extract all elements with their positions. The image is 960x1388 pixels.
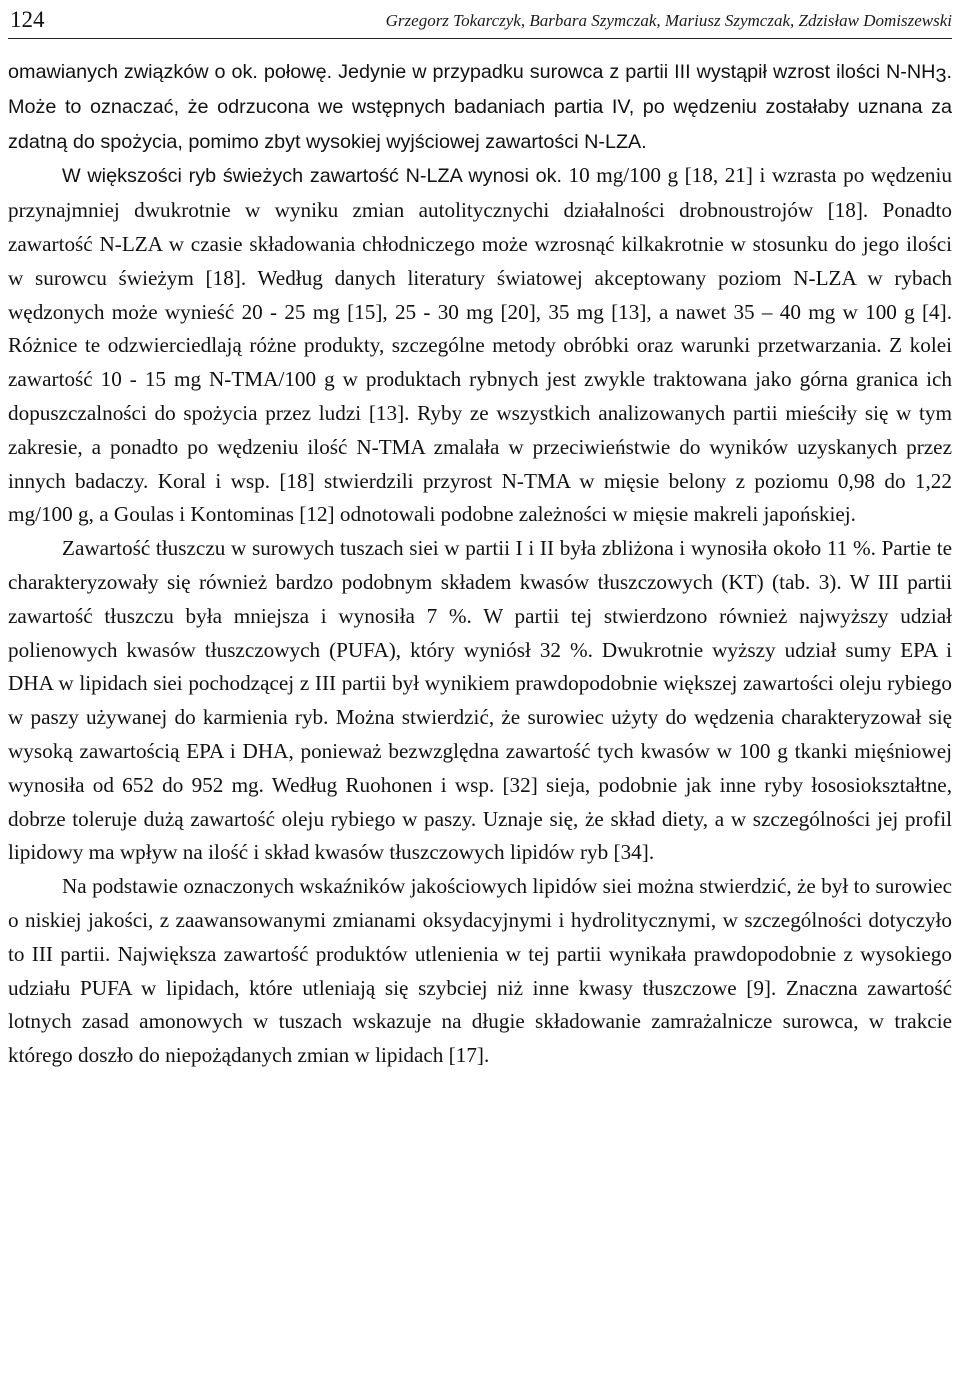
page-number: 124 <box>10 7 45 32</box>
running-header <box>8 0 952 39</box>
paragraph-1 <box>8 55 952 159</box>
paragraph-1-text-b: . Może to oznaczać, że odrzucona we wstępnych badaniach partia IV, po wędzeniu zostałaby uznana za zdatną do spożycia, pomimo zbyt wysokiej wyjściowej zawartości N-LZA. <box>8 61 952 153</box>
paragraph-2-text-b: 10 mg/100 g [18, 21] i wzrasta po wędzeniu przynajmniej dwukrotnie w wyniku zmian autolitycznychi działalności drobnoustrojów [18]. <box>8 163 953 223</box>
paragraph-2-text-a: W większości ryb świeżych zawartość N-LZA wynosi ok. <box>62 165 562 188</box>
body-text <box>8 55 952 1073</box>
paragraph-3: Zawartość tłuszczu w surowych tuszach siei w partii I i II była zbliżona i wynosiła około 11 %. Partie te charakteryzowały się również bardzo podobnym składem kwasów tłuszczowych (KT) (tab. 3). W III partii zawartość tłuszczu była mniejsza i wynosiła 7 %. W partii tej stwierdzono również najwyższy udział polienowych kwasów tłuszczowych (PUFA), który wyniósł 32 %. Dwukrotnie wyższy udział sumy EPA i DHA w lipidach siei pochodzącej z III partii był wynikiem prawdopodobnie większej zawartości oleju rybiego w paszy używanej do karmienia ryb. Można stwierdzić, że surowiec użyty do wędzenia charakteryzował się wysoką zawartością EPA i DHA, ponieważ bezwzględna zawartość tych kwasów w 100 g tkanki mięśniowej wynosiła od 652 do 952 mg. Według Ruohonen i wsp. [32] sieja, podobnie jak inne ryby łososiokształtne, dobrze toleruje dużą zawartość oleju rybiego w paszy. Uznaje się, że skład diety, a w szczególności jej profil lipidowy ma wpływ na ilość i skład kwasów tłuszczowych lipidów ryb [34]. <box>8 536 952 865</box>
paragraph-1-text-a: omawianych związków o ok. połowę. Jedynie w przypadku surowca z partii III wystąpił wzrost ilości N-NH <box>8 61 936 83</box>
paragraph-2 <box>8 159 952 532</box>
paragraph-4: Na podstawie oznaczonych wskaźników jakościowych lipidów siei można stwierdzić, że był to surowiec o niskiej jakości, z zaawansowanymi zmianami oksydacyjnymi i hydrolitycznymi, w szczególności dotyczyło to III partii. Największa zawartość produktów utlenienia w tej partii wynikała prawdopodobnie z wysokiego udziału PUFA w lipidach, które utleniają się szybciej niż inne kwasy tłuszczowe [9]. Znaczna zawartość lotnych zasad amonowych w tuszach wskazuje na długie składowanie zamrażalnicze surowca, w trakcie którego doszło do niepożądanych zmian w lipidach [17]. <box>8 874 952 1068</box>
subscript: 3 <box>935 65 947 87</box>
page <box>8 0 952 1073</box>
running-head-authors: Grzegorz Tokarczyk, Barbara Szymczak, Mariusz Szymczak, Zdzisław Domiszewski <box>385 11 952 30</box>
paragraph-2-text-c: Ponadto zawartość N-LZA w czasie składowania chłodniczego może wzrosnąć kilkakrotnie w stosunku do jego ilości w surowcu świeżym [18]. Według danych literatury światowej akceptowany poziom N-LZA w rybach wędzonych może wynieść 20 - 25 mg [15], 25 - 30 mg [20], 35 mg [13], a nawet 35 – 40 mg w 100 g [4]. Różnice te odzwierciedlają różne produkty, szczególne metody obróbki oraz warunki przetwarzania. Z kolei zawartość 10 - 15 mg N-TMA/100 g w produktach rybnych jest zwykle traktowana jako górna granica ich dopuszczalności do spożycia przez ludzi [13]. Ryby ze wszystkich analizowanych partii mieściły się w tym zakresie, a ponadto po wędzeniu ilość N-TMA zmalała w przeciwieństwie do wyników uzyskanych przez innych badaczy. Koral i wsp. [18] stwierdzili przyrost N-TMA w mięsie belony z poziomu 0,98 do 1,22 mg/100 g, a Goulas i Kontominas [12] odnotowali podobne zależności w mięsie makreli japońskiej. <box>8 198 952 527</box>
